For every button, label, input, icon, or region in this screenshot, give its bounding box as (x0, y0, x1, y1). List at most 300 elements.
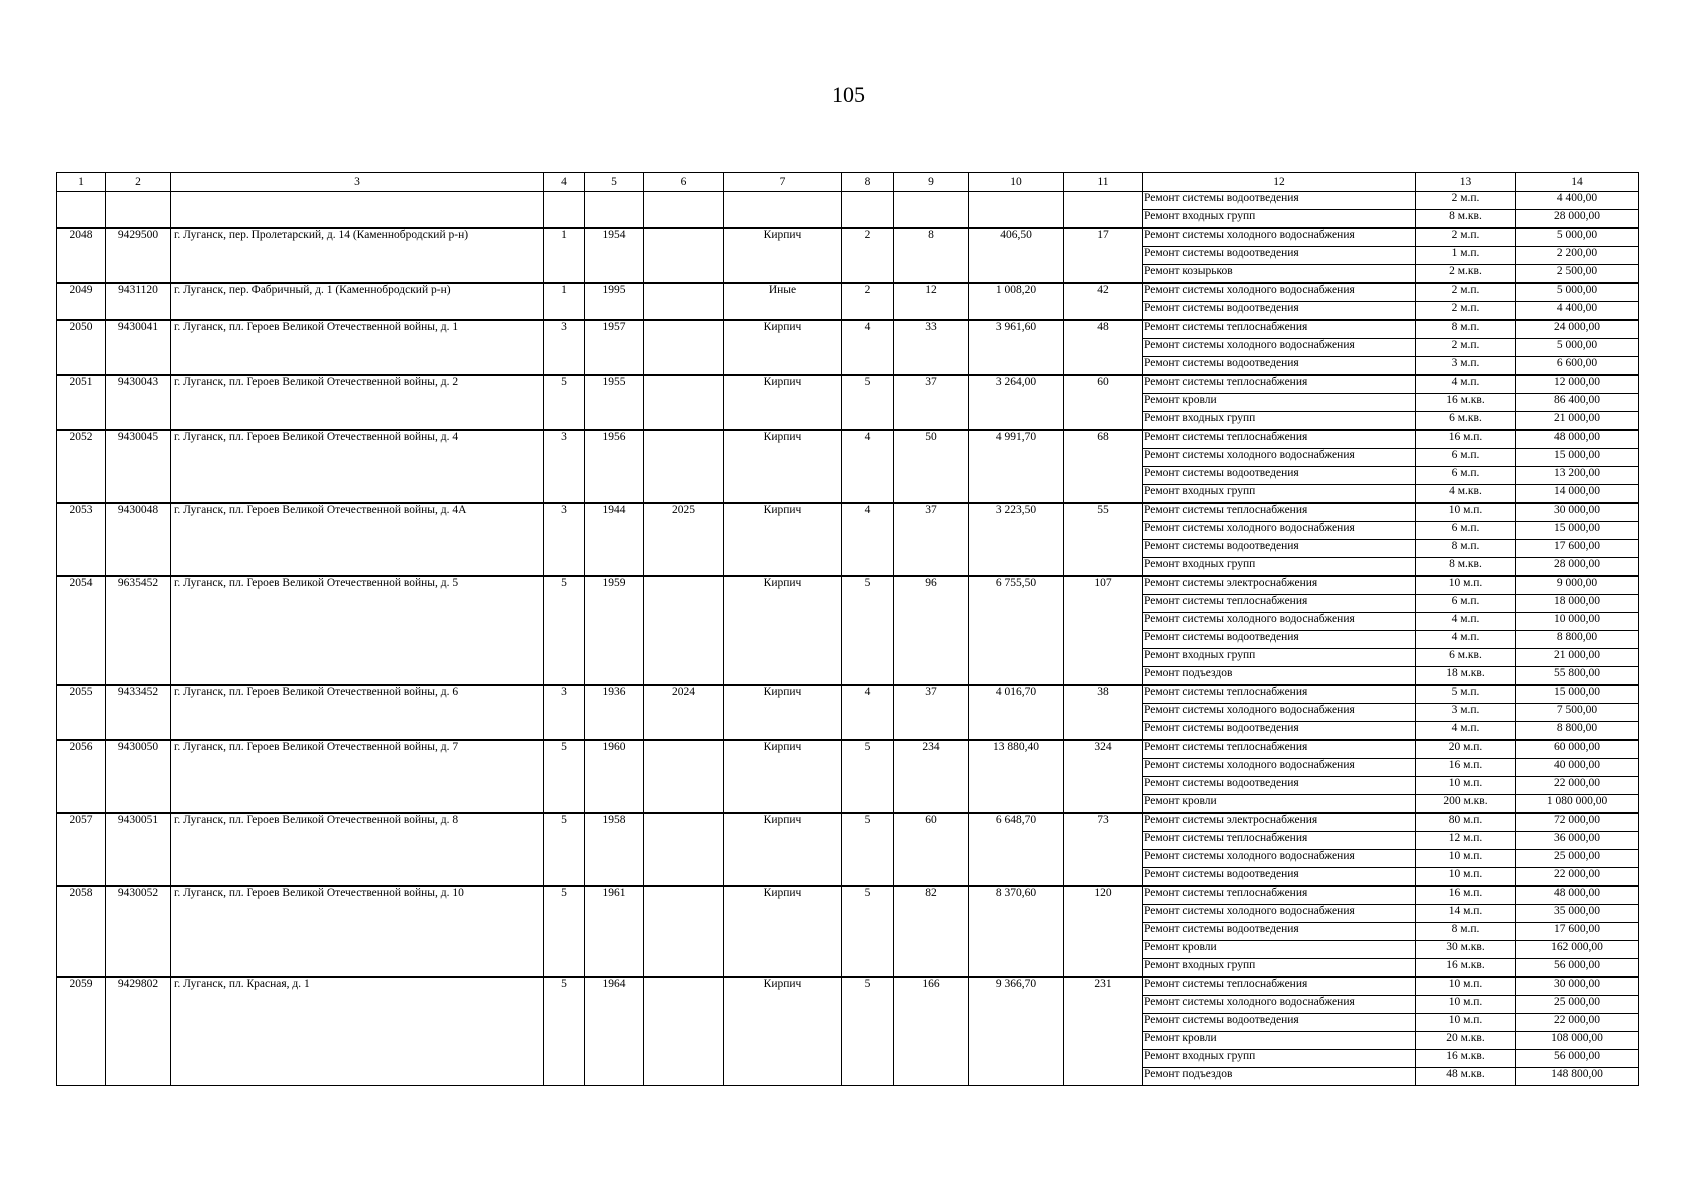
work-description: Ремонт подъездов (1143, 1068, 1416, 1086)
work-description: Ремонт входных групп (1143, 412, 1416, 431)
work-volume: 2 м.кв. (1416, 265, 1516, 284)
work-cost: 17 600,00 (1516, 540, 1639, 558)
column-9-value: 50 (894, 430, 969, 503)
column-number-header-row (57, 173, 1639, 192)
work-volume: 200 м.кв. (1416, 795, 1516, 814)
wall-material: Кирпич (724, 228, 842, 283)
row-number: 2049 (57, 283, 106, 320)
column-11-value: 324 (1064, 740, 1143, 813)
building-id: 9635452 (106, 576, 171, 685)
column-4-value: 5 (544, 576, 585, 685)
column-11-value: 17 (1064, 228, 1143, 283)
column-9-value: 234 (894, 740, 969, 813)
work-description: Ремонт кровли (1143, 795, 1416, 814)
work-cost: 22 000,00 (1516, 868, 1639, 887)
table-row (57, 375, 1639, 394)
column-number-header: 11 (1064, 173, 1143, 192)
work-description: Ремонт системы водоотведения (1143, 923, 1416, 941)
table-row (57, 977, 1639, 996)
column-11-value: 42 (1064, 283, 1143, 320)
work-description: Ремонт системы водоотведения (1143, 247, 1416, 265)
building-id: 9430052 (106, 886, 171, 977)
empty-cell (106, 192, 171, 229)
column-9-value: 37 (894, 503, 969, 576)
column-6-value (644, 813, 724, 886)
building-address: г. Луганск, пл. Героев Великой Отечественной войны, д. 7 (171, 740, 544, 813)
work-volume: 10 м.п. (1416, 868, 1516, 887)
building-id: 9429802 (106, 977, 171, 1086)
work-volume: 18 м.кв. (1416, 667, 1516, 686)
work-volume: 16 м.п. (1416, 430, 1516, 449)
column-4-value: 5 (544, 375, 585, 430)
table-row (57, 886, 1639, 905)
column-number-header: 1 (57, 173, 106, 192)
work-description: Ремонт системы теплоснабжения (1143, 832, 1416, 850)
work-description: Ремонт системы холодного водоснабжения (1143, 905, 1416, 923)
building-address: г. Луганск, пл. Героев Великой Отечественной войны, д. 5 (171, 576, 544, 685)
work-volume: 80 м.п. (1416, 813, 1516, 832)
building-id: 9430043 (106, 375, 171, 430)
column-11-value: 60 (1064, 375, 1143, 430)
building-area: 9 366,70 (969, 977, 1064, 1086)
work-description: Ремонт системы холодного водоснабжения (1143, 522, 1416, 540)
empty-cell (894, 192, 969, 229)
column-4-value: 5 (544, 977, 585, 1086)
floors-count: 2 (842, 228, 894, 283)
wall-material: Кирпич (724, 977, 842, 1086)
building-address: г. Луганск, пл. Героев Великой Отечественной войны, д. 4А (171, 503, 544, 576)
building-area: 8 370,60 (969, 886, 1064, 977)
column-number-header: 6 (644, 173, 724, 192)
construction-year: 1954 (585, 228, 644, 283)
column-number-header: 2 (106, 173, 171, 192)
floors-count: 5 (842, 977, 894, 1086)
column-4-value: 5 (544, 886, 585, 977)
column-number-header: 7 (724, 173, 842, 192)
work-cost: 25 000,00 (1516, 850, 1639, 868)
work-cost: 72 000,00 (1516, 813, 1639, 832)
column-9-value: 37 (894, 375, 969, 430)
work-volume: 1 м.п. (1416, 247, 1516, 265)
work-cost: 12 000,00 (1516, 375, 1639, 394)
column-9-value: 166 (894, 977, 969, 1086)
work-cost: 21 000,00 (1516, 649, 1639, 667)
wall-material: Кирпич (724, 375, 842, 430)
column-4-value: 3 (544, 503, 585, 576)
construction-year: 1955 (585, 375, 644, 430)
column-6-value (644, 576, 724, 685)
building-area: 3 961,60 (969, 320, 1064, 375)
column-number-header: 12 (1143, 173, 1416, 192)
building-area: 4 991,70 (969, 430, 1064, 503)
table-row (57, 320, 1639, 339)
table-body (57, 173, 1639, 1086)
column-6-value (644, 320, 724, 375)
work-volume: 16 м.кв. (1416, 959, 1516, 978)
work-description: Ремонт системы холодного водоснабжения (1143, 704, 1416, 722)
column-6-value (644, 430, 724, 503)
work-cost: 56 000,00 (1516, 1050, 1639, 1068)
construction-year: 1959 (585, 576, 644, 685)
work-cost: 8 800,00 (1516, 631, 1639, 649)
work-description: Ремонт входных групп (1143, 959, 1416, 978)
work-volume: 10 м.п. (1416, 977, 1516, 996)
column-9-value: 60 (894, 813, 969, 886)
work-cost: 60 000,00 (1516, 740, 1639, 759)
empty-cell (544, 192, 585, 229)
work-volume: 4 м.п. (1416, 375, 1516, 394)
column-11-value: 68 (1064, 430, 1143, 503)
work-description: Ремонт системы водоотведения (1143, 302, 1416, 321)
building-id: 9433452 (106, 685, 171, 740)
row-number: 2055 (57, 685, 106, 740)
work-description: Ремонт входных групп (1143, 1050, 1416, 1068)
repair-schedule-table (56, 172, 1639, 1086)
construction-year: 1995 (585, 283, 644, 320)
column-6-value (644, 886, 724, 977)
page-number: 105 (832, 82, 865, 107)
work-cost: 10 000,00 (1516, 613, 1639, 631)
column-4-value: 5 (544, 740, 585, 813)
row-number: 2048 (57, 228, 106, 283)
column-number-header: 8 (842, 173, 894, 192)
building-area: 3 264,00 (969, 375, 1064, 430)
floors-count: 5 (842, 375, 894, 430)
work-description: Ремонт входных групп (1143, 558, 1416, 577)
floors-count: 5 (842, 813, 894, 886)
row-number: 2059 (57, 977, 106, 1086)
work-volume: 10 м.п. (1416, 503, 1516, 522)
construction-year: 1936 (585, 685, 644, 740)
row-number: 2051 (57, 375, 106, 430)
column-number-header: 9 (894, 173, 969, 192)
work-cost: 148 800,00 (1516, 1068, 1639, 1086)
empty-cell (969, 192, 1064, 229)
work-volume: 2 м.п. (1416, 339, 1516, 357)
floors-count: 5 (842, 576, 894, 685)
work-cost: 24 000,00 (1516, 320, 1639, 339)
floors-count: 4 (842, 320, 894, 375)
column-11-value: 55 (1064, 503, 1143, 576)
work-description: Ремонт системы холодного водоснабжения (1143, 339, 1416, 357)
column-number-header: 10 (969, 173, 1064, 192)
building-address: г. Луганск, пер. Пролетарский, д. 14 (Каменнобродский р-н) (171, 228, 544, 283)
work-description: Ремонт системы электроснабжения (1143, 576, 1416, 595)
construction-year: 1964 (585, 977, 644, 1086)
work-volume: 16 м.кв. (1416, 394, 1516, 412)
column-6-value (644, 283, 724, 320)
work-cost: 30 000,00 (1516, 977, 1639, 996)
work-description: Ремонт системы теплоснабжения (1143, 320, 1416, 339)
work-cost: 4 400,00 (1516, 302, 1639, 321)
wall-material: Кирпич (724, 740, 842, 813)
table-row (57, 283, 1639, 302)
work-volume: 4 м.п. (1416, 613, 1516, 631)
work-cost: 21 000,00 (1516, 412, 1639, 431)
column-number-header: 4 (544, 173, 585, 192)
column-6-value (644, 228, 724, 283)
work-cost: 25 000,00 (1516, 996, 1639, 1014)
work-cost: 17 600,00 (1516, 923, 1639, 941)
work-description: Ремонт системы теплоснабжения (1143, 886, 1416, 905)
work-cost: 6 600,00 (1516, 357, 1639, 376)
work-description: Ремонт системы теплоснабжения (1143, 430, 1416, 449)
work-cost: 9 000,00 (1516, 576, 1639, 595)
work-description: Ремонт кровли (1143, 941, 1416, 959)
building-area: 6 648,70 (969, 813, 1064, 886)
work-volume: 6 м.кв. (1416, 649, 1516, 667)
column-number-header: 13 (1416, 173, 1516, 192)
floors-count: 4 (842, 685, 894, 740)
row-number: 2057 (57, 813, 106, 886)
building-address: г. Луганск, пл. Героев Великой Отечественной войны, д. 4 (171, 430, 544, 503)
construction-year: 1957 (585, 320, 644, 375)
table-row (57, 685, 1639, 704)
floors-count: 4 (842, 503, 894, 576)
work-volume: 14 м.п. (1416, 905, 1516, 923)
work-description: Ремонт входных групп (1143, 485, 1416, 504)
work-volume: 10 м.п. (1416, 850, 1516, 868)
work-description: Ремонт системы водоотведения (1143, 357, 1416, 376)
work-description: Ремонт входных групп (1143, 649, 1416, 667)
column-6-value (644, 977, 724, 1086)
work-volume: 5 м.п. (1416, 685, 1516, 704)
work-description: Ремонт системы водоотведения (1143, 1014, 1416, 1032)
work-cost: 5 000,00 (1516, 339, 1639, 357)
work-description: Ремонт системы холодного водоснабжения (1143, 613, 1416, 631)
building-id: 9429500 (106, 228, 171, 283)
column-4-value: 1 (544, 283, 585, 320)
work-volume: 16 м.п. (1416, 759, 1516, 777)
row-number: 2054 (57, 576, 106, 685)
building-id: 9430048 (106, 503, 171, 576)
empty-cell (585, 192, 644, 229)
work-volume: 2 м.п. (1416, 283, 1516, 302)
empty-cell (1064, 192, 1143, 229)
work-description: Ремонт системы водоотведения (1143, 192, 1416, 210)
empty-cell (724, 192, 842, 229)
work-volume: 8 м.п. (1416, 923, 1516, 941)
work-description: Ремонт входных групп (1143, 210, 1416, 229)
building-address: г. Луганск, пл. Героев Великой Отечественной войны, д. 8 (171, 813, 544, 886)
building-id: 9431120 (106, 283, 171, 320)
construction-year: 1960 (585, 740, 644, 813)
work-cost: 22 000,00 (1516, 1014, 1639, 1032)
table-row (57, 192, 1639, 210)
work-volume: 8 м.кв. (1416, 210, 1516, 229)
work-description: Ремонт козырьков (1143, 265, 1416, 284)
building-address: г. Луганск, пер. Фабричный, д. 1 (Каменнобродский р-н) (171, 283, 544, 320)
work-cost: 2 500,00 (1516, 265, 1639, 284)
work-volume: 6 м.п. (1416, 522, 1516, 540)
work-description: Ремонт подъездов (1143, 667, 1416, 686)
work-volume: 6 м.кв. (1416, 412, 1516, 431)
floors-count: 2 (842, 283, 894, 320)
building-area: 1 008,20 (969, 283, 1064, 320)
column-9-value: 33 (894, 320, 969, 375)
column-4-value: 3 (544, 320, 585, 375)
column-6-value (644, 740, 724, 813)
work-volume: 48 м.кв. (1416, 1068, 1516, 1086)
column-11-value: 48 (1064, 320, 1143, 375)
work-description: Ремонт системы водоотведения (1143, 722, 1416, 741)
building-area: 406,50 (969, 228, 1064, 283)
work-volume: 12 м.п. (1416, 832, 1516, 850)
work-cost: 48 000,00 (1516, 430, 1639, 449)
work-volume: 16 м.кв. (1416, 1050, 1516, 1068)
column-11-value: 107 (1064, 576, 1143, 685)
table-row (57, 228, 1639, 247)
work-volume: 2 м.п. (1416, 302, 1516, 321)
work-cost: 35 000,00 (1516, 905, 1639, 923)
column-11-value: 38 (1064, 685, 1143, 740)
work-volume: 16 м.п. (1416, 886, 1516, 905)
work-cost: 4 400,00 (1516, 192, 1639, 210)
work-cost: 5 000,00 (1516, 228, 1639, 247)
column-number-header: 3 (171, 173, 544, 192)
column-9-value: 12 (894, 283, 969, 320)
work-cost: 15 000,00 (1516, 449, 1639, 467)
building-id: 9430041 (106, 320, 171, 375)
empty-cell (57, 192, 106, 229)
work-cost: 22 000,00 (1516, 777, 1639, 795)
work-description: Ремонт системы холодного водоснабжения (1143, 228, 1416, 247)
work-cost: 108 000,00 (1516, 1032, 1639, 1050)
row-number: 2058 (57, 886, 106, 977)
work-description: Ремонт системы холодного водоснабжения (1143, 850, 1416, 868)
work-volume: 10 м.п. (1416, 1014, 1516, 1032)
work-cost: 40 000,00 (1516, 759, 1639, 777)
work-description: Ремонт системы электроснабжения (1143, 813, 1416, 832)
column-11-value: 231 (1064, 977, 1143, 1086)
work-description: Ремонт системы водоотведения (1143, 777, 1416, 795)
work-volume: 20 м.п. (1416, 740, 1516, 759)
work-description: Ремонт системы водоотведения (1143, 631, 1416, 649)
column-9-value: 37 (894, 685, 969, 740)
row-number: 2050 (57, 320, 106, 375)
work-description: Ремонт кровли (1143, 394, 1416, 412)
building-area: 4 016,70 (969, 685, 1064, 740)
construction-year: 1944 (585, 503, 644, 576)
work-volume: 10 м.п. (1416, 576, 1516, 595)
table-row (57, 740, 1639, 759)
work-cost: 15 000,00 (1516, 522, 1639, 540)
work-cost: 2 200,00 (1516, 247, 1639, 265)
work-description: Ремонт системы теплоснабжения (1143, 503, 1416, 522)
work-volume: 20 м.кв. (1416, 1032, 1516, 1050)
work-cost: 8 800,00 (1516, 722, 1639, 741)
work-cost: 48 000,00 (1516, 886, 1639, 905)
empty-cell (842, 192, 894, 229)
work-description: Ремонт системы водоотведения (1143, 540, 1416, 558)
work-volume: 2 м.п. (1416, 228, 1516, 247)
column-number-header: 5 (585, 173, 644, 192)
construction-year: 1958 (585, 813, 644, 886)
building-address: г. Луганск, пл. Красная, д. 1 (171, 977, 544, 1086)
work-cost: 7 500,00 (1516, 704, 1639, 722)
work-description: Ремонт системы теплоснабжения (1143, 740, 1416, 759)
work-cost: 36 000,00 (1516, 832, 1639, 850)
work-description: Ремонт системы холодного водоснабжения (1143, 759, 1416, 777)
work-volume: 30 м.кв. (1416, 941, 1516, 959)
column-11-value: 73 (1064, 813, 1143, 886)
column-6-value: 2025 (644, 503, 724, 576)
work-description: Ремонт системы теплоснабжения (1143, 375, 1416, 394)
work-description: Ремонт кровли (1143, 1032, 1416, 1050)
work-cost: 30 000,00 (1516, 503, 1639, 522)
work-description: Ремонт системы водоотведения (1143, 467, 1416, 485)
work-volume: 10 м.п. (1416, 996, 1516, 1014)
row-number: 2053 (57, 503, 106, 576)
building-address: г. Луганск, пл. Героев Великой Отечественной войны, д. 1 (171, 320, 544, 375)
work-cost: 18 000,00 (1516, 595, 1639, 613)
empty-cell (644, 192, 724, 229)
column-9-value: 8 (894, 228, 969, 283)
wall-material: Кирпич (724, 430, 842, 503)
empty-cell (171, 192, 544, 229)
floors-count: 5 (842, 886, 894, 977)
work-cost: 86 400,00 (1516, 394, 1639, 412)
work-volume: 6 м.п. (1416, 467, 1516, 485)
work-cost: 5 000,00 (1516, 283, 1639, 302)
work-volume: 8 м.кв. (1416, 558, 1516, 577)
wall-material: Кирпич (724, 320, 842, 375)
construction-year: 1956 (585, 430, 644, 503)
column-4-value: 1 (544, 228, 585, 283)
work-volume: 6 м.п. (1416, 595, 1516, 613)
building-area: 6 755,50 (969, 576, 1064, 685)
building-id: 9430050 (106, 740, 171, 813)
wall-material: Кирпич (724, 576, 842, 685)
column-6-value (644, 375, 724, 430)
column-4-value: 3 (544, 685, 585, 740)
work-cost: 162 000,00 (1516, 941, 1639, 959)
work-cost: 1 080 000,00 (1516, 795, 1639, 814)
row-number: 2052 (57, 430, 106, 503)
work-description: Ремонт системы теплоснабжения (1143, 595, 1416, 613)
work-cost: 28 000,00 (1516, 558, 1639, 577)
work-cost: 55 800,00 (1516, 667, 1639, 686)
wall-material: Кирпич (724, 886, 842, 977)
work-cost: 14 000,00 (1516, 485, 1639, 504)
wall-material: Иные (724, 283, 842, 320)
building-id: 9430051 (106, 813, 171, 886)
work-cost: 13 200,00 (1516, 467, 1639, 485)
work-description: Ремонт системы холодного водоснабжения (1143, 449, 1416, 467)
work-cost: 28 000,00 (1516, 210, 1639, 229)
wall-material: Кирпич (724, 813, 842, 886)
work-volume: 4 м.кв. (1416, 485, 1516, 504)
building-area: 3 223,50 (969, 503, 1064, 576)
building-address: г. Луганск, пл. Героев Великой Отечественной войны, д. 6 (171, 685, 544, 740)
wall-material: Кирпич (724, 503, 842, 576)
work-volume: 3 м.п. (1416, 704, 1516, 722)
row-number: 2056 (57, 740, 106, 813)
building-address: г. Луганск, пл. Героев Великой Отечественной войны, д. 10 (171, 886, 544, 977)
table-row (57, 503, 1639, 522)
work-cost: 15 000,00 (1516, 685, 1639, 704)
work-volume: 8 м.п. (1416, 540, 1516, 558)
work-volume: 3 м.п. (1416, 357, 1516, 376)
work-volume: 6 м.п. (1416, 449, 1516, 467)
column-4-value: 3 (544, 430, 585, 503)
work-volume: 8 м.п. (1416, 320, 1516, 339)
building-area: 13 880,40 (969, 740, 1064, 813)
work-description: Ремонт системы холодного водоснабжения (1143, 996, 1416, 1014)
floors-count: 5 (842, 740, 894, 813)
column-9-value: 96 (894, 576, 969, 685)
floors-count: 4 (842, 430, 894, 503)
